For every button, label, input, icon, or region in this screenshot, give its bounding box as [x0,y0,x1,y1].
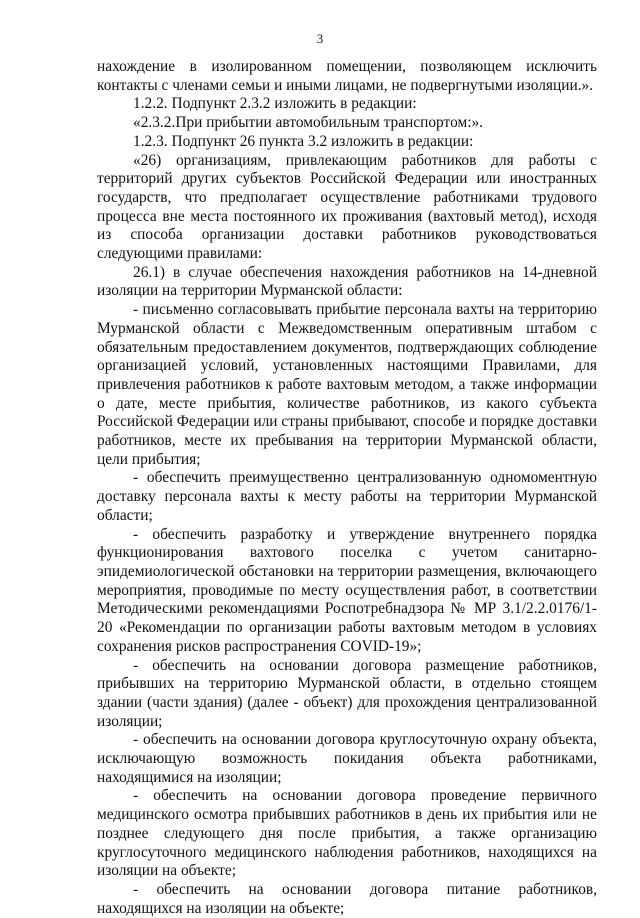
document-body [97,58,597,918]
paragraph-isolation-end: нахождение в изолированном помещении, позволяющем исключить контакты с членами семьи и иными лицами, не подвергнутыми изоляции.». [97,58,597,94]
list-item-medical-exam: - обеспечить на основании договора проведение первичного медицинского осмотра прибывших работников в день их прибытия или не позднее следующего дня после прибытия, а также организацию круглосуточного медицинского наблюдения работников, находящихся на изоляции на объекте; [97,787,597,880]
list-item-internal-procedure: - обеспечить разработку и утверждение внутреннего порядка функционирования вахтового поселка с учетом санитарно-эпидемиологической обстановки на территории размещения, включающего мероприятия, проводимые по месту осуществления работ, в соответствии Методическими рекомендациями Роспотребнадзора № МР 3.1/2.2.0176/1-20 «Рекомендации по организации работы вахтовым методом в условиях сохранения рисков распространения COVID-19»; [97,525,597,655]
list-item-centralized-delivery: - обеспечить преимущественно централизованную одномоментную доставку персонала вахты к месту работы на территории Мурманской области; [97,469,597,524]
paragraph-26: «26) организациям, привлекающим работников для работы с территорий других субъектов Российской Федерации или иностранных государств, что предполагает осуществление работниками трудового процесса вне места постоянного их проживания (вахтовый метод), исходя из способа организации доставки работников руководствоваться следующими правилами: [97,151,597,263]
paragraph-26-1: 26.1) в случае обеспечения нахождения работников на 14-дневной изоляции на территории Мурманской области: [97,263,597,300]
paragraph-1-2-3: 1.2.3. Подпункт 26 пункта 3.2 изложить в редакции: [133,132,474,150]
paragraph-1-2-2: 1.2.2. Подпункт 2.3.2 изложить в редакции: [133,95,417,113]
paragraph-2-3-2: «2.3.2.При прибытии автомобильным транспортом:». [133,114,484,132]
list-item-meals: - обеспечить на основании договора питание работников, находящихся на изоляции на объекте; [97,880,597,917]
list-item-accommodation: - обеспечить на основании договора размещение работников, прибывших на территорию Мурманской области, в отдельно стоящем здании (части здания) (далее - объект) для прохождения централизованной изоляции; [97,656,597,730]
list-item-security: - обеспечить на основании договора круглосуточную охрану объекта, исключающую возможность покидания объекта работниками, находящимися на изоляции; [97,731,597,786]
list-item-agree-arrival: - письменно согласовывать прибытие персонала вахты на территорию Мурманской области с Межведомственным оперативным штабом с обязательным предоставлением документов, подтверждающих соблюдение организацией условий, установленных настоящими Правилами, для привлечения работников к работе вахтовым методом, а также информации о дате, месте прибытия, количестве работников, из какого субъекта Российской Федерации или страны прибывают, способе и порядке доставки работников, месте их пребывания на территории Мурманской области, цели прибытия; [97,301,597,468]
page-number: 3 [316,31,324,46]
